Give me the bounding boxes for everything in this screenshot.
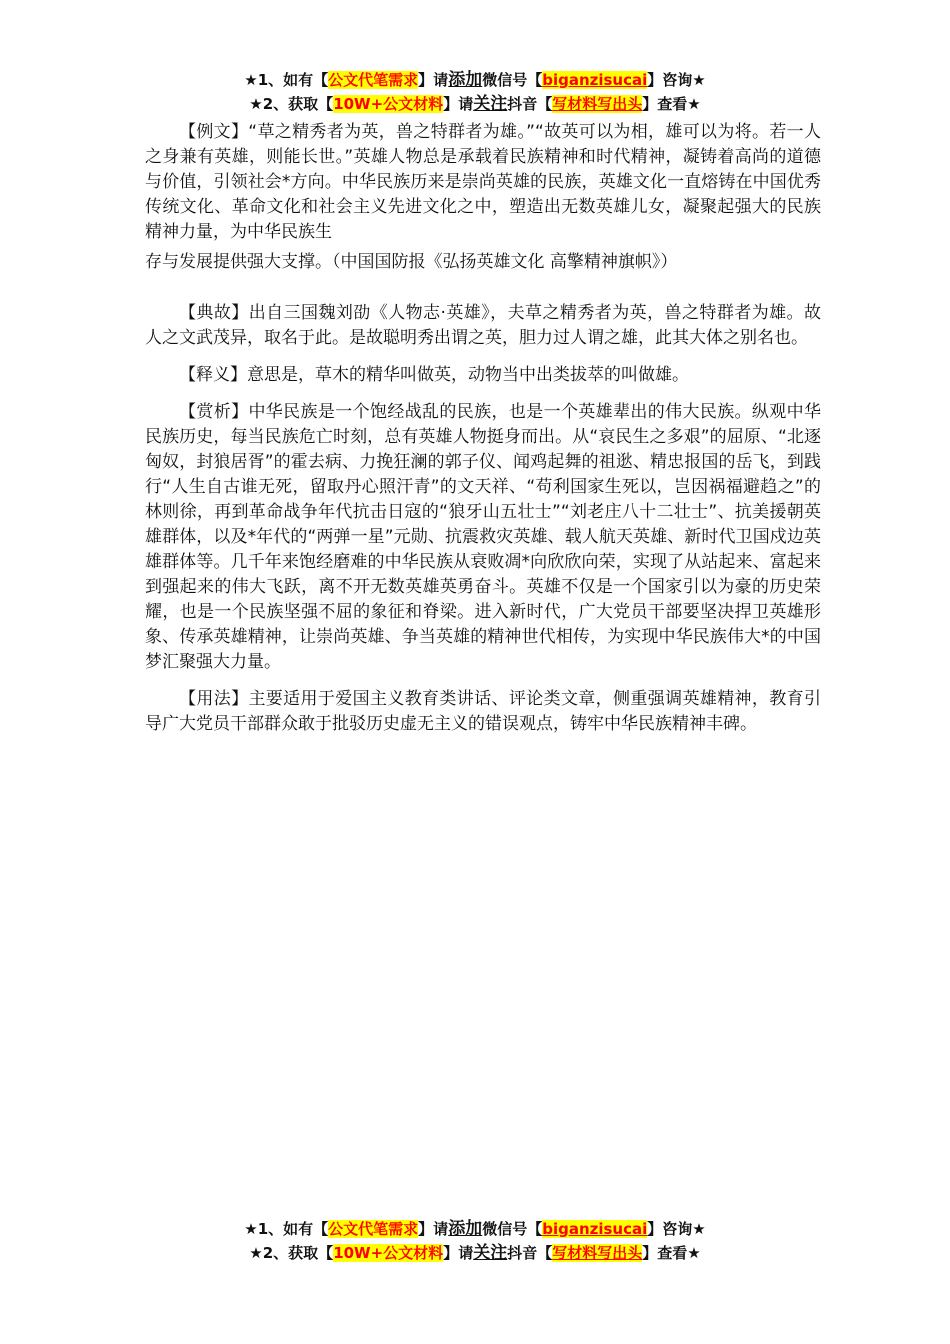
banner-line-1: ★1、如有【公文代笔需求】请添加微信号【biganzisucai】咨询★ (244, 70, 706, 90)
meaning-paragraph: 【释义】意思是，草木的精华叫做英，动物当中出类拔萃的叫做雄。 (179, 365, 689, 385)
highlight-writing-service: 公文代笔需求 (328, 71, 419, 89)
document-body (145, 120, 821, 737)
example-source-paragraph: 存与发展提供强大支撑。（中国国防报《弘扬英雄文化 高擎精神旗帜》） (145, 252, 678, 272)
allusion-paragraph: 【典故】出自三国魏刘劭《人物志·英雄》，夫草之精秀者为英，兽之特群者为雄。故人之文武茂异，取名于此。是故聪明秀出谓之英，胆力过人谓之雄，此其大体之别名也。 (145, 303, 821, 348)
footer-banner (0, 1217, 950, 1265)
usage-paragraph: 【用法】主要适用于爱国主义教育类讲话、评论类文章，侧重强调英雄精神，教育引导广大党员干部群众敢于批驳历史虚无主义的错误观点，铸牢中华民族精神丰碑。 (145, 689, 821, 734)
header-banner (0, 68, 950, 116)
banner-line-2: ★2、获取【10W+公文材料】请关注抖音【写材料写出头】查看★ (249, 94, 701, 114)
example-paragraph: 【例文】“草之精秀者为英，兽之特群者为雄。”“故英可以为相，雄可以为将。若一人之身兼有英雄，则能长世。”英雄人物总是承载着民族精神和时代精神，凝铸着高尚的道德与价值，引领社会*方向。中华民族历来是崇尚英雄的民族，英雄文化一直熔铸在中国优秀传统文化、革命文化和社会主义先进文化之中，塑造出无数英雄儿女，凝聚起强大的民族精神力量，为中华民族生 (145, 122, 821, 242)
douyin-account: 写材料写出头 (552, 95, 643, 113)
footer-line-1: ★1、如有【公文代笔需求】请添加微信号【biganzisucai】咨询★ (244, 1219, 706, 1239)
wechat-id: biganzisucai (542, 71, 648, 89)
footer-line-2: ★2、获取【10W+公文材料】请关注抖音【写材料写出头】查看★ (249, 1243, 701, 1263)
highlight-materials: 10W+公文材料 (333, 95, 444, 113)
analysis-paragraph: 【赏析】中华民族是一个饱经战乱的民族，也是一个英雄辈出的伟大民族。纵观中华民族历史，每当民族危亡时刻，总有英雄人物挺身而出。从“哀民生之多艰”的屈原、“北逐匈奴，封狼居胥”的霍去病、力挽狂澜的郭子仪、闻鸡起舞的祖逖、精忠报国的岳飞，到践行“人生自古谁无死，留取丹心照汗青”的文天祥、“苟利国家生死以，岂因祸福避趋之”的林则徐，再到革命战争年代抗击日寇的“狼牙山五壮士”“刘老庄八十二壮士”、抗美援朝英雄群体，以及*年代的“两弹一星”元勋、抗震救灾英雄、载人航天英雄、新时代卫国戍边英雄群体等。几千年来饱经磨难的中华民族从衰败凋*向欣欣向荣，实现了从站起来、富起来到强起来的伟大飞跃，离不开无数英雄英勇奋斗。英雄不仅是一个国家引以为豪的历史荣耀，也是一个民族坚强不屈的象征和脊梁。进入新时代，广大党员干部要坚决捍卫英雄形象、传承英雄精神，让崇尚英雄、争当英雄的精神世代相传，为实现中华民族伟大*的中国梦汇聚强大力量。 (145, 402, 821, 672)
